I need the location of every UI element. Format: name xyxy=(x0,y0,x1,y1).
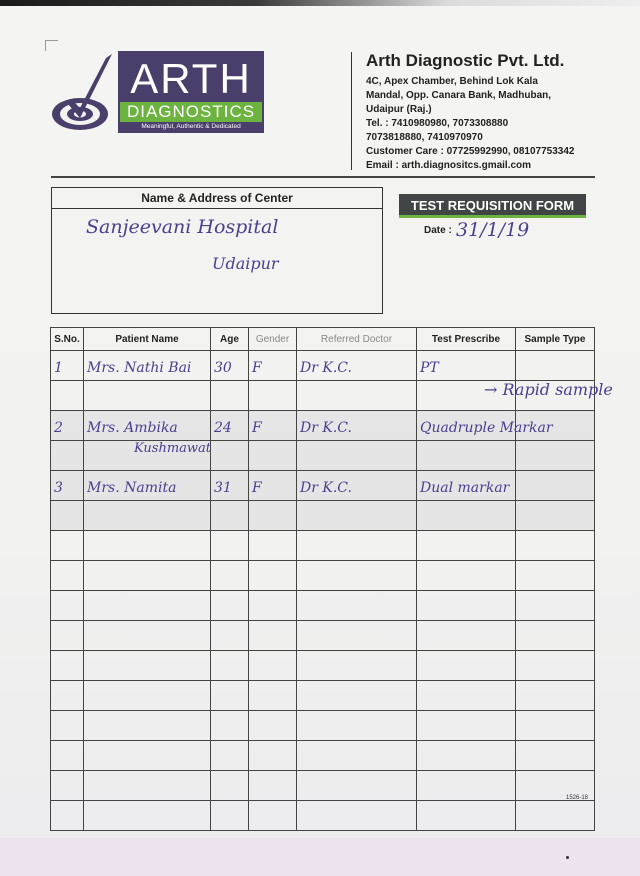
cell-text xyxy=(417,736,515,740)
table-body xyxy=(51,351,595,831)
header-gender: Gender xyxy=(249,328,297,351)
cell-text xyxy=(84,706,210,710)
cell-text xyxy=(84,586,210,590)
cell-text xyxy=(211,616,248,620)
logo-sub: DIAGNOSTICS xyxy=(120,102,262,122)
cell-text xyxy=(249,616,296,620)
table-row xyxy=(51,681,595,711)
cell-text xyxy=(51,616,83,620)
cell-sample-type xyxy=(516,681,595,711)
cell-text xyxy=(516,466,594,470)
cell-referred-doctor xyxy=(297,771,417,801)
cell-text xyxy=(249,826,296,830)
cell-text: 31 xyxy=(214,480,232,496)
cell-text xyxy=(84,466,210,470)
cell-patient-name xyxy=(84,741,211,771)
company-info xyxy=(366,51,575,173)
cell-age xyxy=(211,561,249,591)
cell-sno xyxy=(51,711,84,741)
header-rule xyxy=(51,176,595,178)
cell-text xyxy=(297,646,416,650)
cell-text xyxy=(297,586,416,590)
cell-test-prescribe xyxy=(417,771,516,801)
cell-patient-name xyxy=(84,801,211,831)
cell-text xyxy=(51,706,83,710)
table-row xyxy=(51,651,595,681)
cell-patient-name xyxy=(84,531,211,561)
cell-text xyxy=(417,556,515,560)
cell-gender xyxy=(249,501,297,531)
cell-sample-type xyxy=(516,501,595,531)
cell-age xyxy=(211,771,249,801)
cell-text xyxy=(211,826,248,830)
test-requisition-table xyxy=(50,327,595,831)
cell-text xyxy=(211,646,248,650)
cell-text xyxy=(297,826,416,830)
cell-sno xyxy=(51,681,84,711)
cell-referred-doctor xyxy=(297,531,417,561)
cell-text xyxy=(417,616,515,620)
cell-text: Quadruple Markar xyxy=(420,420,553,436)
cell-sample-type xyxy=(516,561,595,591)
cell-text: Mrs. Namita xyxy=(87,480,177,496)
cell-patient-name xyxy=(84,681,211,711)
cell-referred-doctor xyxy=(297,381,417,411)
cell-patient-name xyxy=(84,561,211,591)
cell-test-prescribe xyxy=(417,561,516,591)
cell-referred-doctor xyxy=(297,411,417,441)
cell-text: F xyxy=(252,480,262,496)
cell-text: 3 xyxy=(54,480,63,496)
table-row xyxy=(51,561,595,591)
cell-gender xyxy=(249,441,297,471)
cell-age xyxy=(211,501,249,531)
scan-bottom-strip xyxy=(0,838,640,876)
cell-sno xyxy=(51,471,84,501)
cell-text xyxy=(417,646,515,650)
cell-text: 30 xyxy=(214,360,232,376)
cell-text xyxy=(211,766,248,770)
logo-tagline: Meaningful, Authentic & Dedicated xyxy=(141,123,241,130)
cell-age xyxy=(211,651,249,681)
cell-text xyxy=(516,586,594,590)
cell-text: Mrs. Nathi Bai xyxy=(87,360,192,376)
cell-text xyxy=(516,706,594,710)
cell-referred-doctor xyxy=(297,471,417,501)
address-line: Udaipur (Raj.) xyxy=(366,104,432,115)
cell-text xyxy=(249,796,296,800)
cell-text: Dr K.C. xyxy=(300,420,352,436)
header-age: Age xyxy=(211,328,249,351)
cell-text xyxy=(84,766,210,770)
table-row xyxy=(51,501,595,531)
cell-gender xyxy=(249,531,297,561)
date-label: Date : xyxy=(424,225,452,236)
cell-text xyxy=(417,796,515,800)
cell-text xyxy=(211,706,248,710)
cell-text xyxy=(84,736,210,740)
table-row xyxy=(51,441,595,471)
cell-age xyxy=(211,441,249,471)
cell-test-prescribe xyxy=(417,801,516,831)
cell-text xyxy=(211,556,248,560)
cell-sno xyxy=(51,651,84,681)
cell-text: F xyxy=(252,420,262,436)
cell-text xyxy=(516,526,594,530)
cell-text xyxy=(297,676,416,680)
cell-text xyxy=(211,676,248,680)
header-sno: S.No. xyxy=(51,328,84,351)
cell-test-prescribe xyxy=(417,741,516,771)
cell-gender xyxy=(249,411,297,441)
cell-text xyxy=(211,466,248,470)
cell-text xyxy=(51,766,83,770)
cell-test-prescribe xyxy=(417,501,516,531)
cell-text xyxy=(297,796,416,800)
cell-gender xyxy=(249,771,297,801)
header-sample-type: Sample Type xyxy=(516,328,595,351)
cell-test-prescribe xyxy=(417,471,516,501)
cell-gender xyxy=(249,801,297,831)
cell-test-prescribe xyxy=(417,621,516,651)
center-city: Udaipur xyxy=(212,254,279,273)
cell-text xyxy=(297,706,416,710)
cell-sno xyxy=(51,441,84,471)
cell-sample-type xyxy=(516,591,595,621)
cell-text xyxy=(51,646,83,650)
cell-sno xyxy=(51,351,84,381)
cell-text xyxy=(211,586,248,590)
company-name: Arth Diagnostic Pvt. Ltd. xyxy=(366,51,565,70)
cell-age xyxy=(211,531,249,561)
cell-gender xyxy=(249,591,297,621)
cell-gender xyxy=(249,651,297,681)
center-heading: Name & Address of Center xyxy=(52,188,382,209)
cell-referred-doctor xyxy=(297,801,417,831)
cell-sno xyxy=(51,561,84,591)
cell-text xyxy=(51,586,83,590)
table-row xyxy=(51,351,595,381)
cell-text xyxy=(84,556,210,560)
cell-sample-type xyxy=(516,351,595,381)
cell-text xyxy=(516,826,594,830)
email-line: Email : arth.diagnositcs.gmail.com xyxy=(366,160,532,171)
cell-gender xyxy=(249,561,297,591)
cell-sno xyxy=(51,741,84,771)
cell-text xyxy=(297,616,416,620)
cell-text xyxy=(516,556,594,560)
cell-patient-name xyxy=(84,381,211,411)
cell-text xyxy=(516,736,594,740)
cell-text xyxy=(249,556,296,560)
phone-line: Tel. : 7410980980, 7073308880 xyxy=(366,118,509,129)
cell-text: 1 xyxy=(54,360,63,376)
cell-test-prescribe xyxy=(417,681,516,711)
cell-sno xyxy=(51,411,84,441)
cell-text: Mrs. Ambika xyxy=(87,420,178,436)
cell-sno xyxy=(51,801,84,831)
table-row xyxy=(51,411,595,441)
cell-text xyxy=(84,406,210,410)
cell-text xyxy=(417,676,515,680)
cell-age xyxy=(211,471,249,501)
form-code: 1526-18 xyxy=(566,795,589,801)
cell-text xyxy=(516,646,594,650)
cell-text xyxy=(84,646,210,650)
scan-speck xyxy=(566,856,569,859)
header-test-prescribe: Test Prescribe xyxy=(417,328,516,351)
table-row xyxy=(51,531,595,561)
cell-text xyxy=(249,676,296,680)
cell-text xyxy=(297,526,416,530)
cell-referred-doctor xyxy=(297,621,417,651)
cell-gender xyxy=(249,711,297,741)
cell-patient-name xyxy=(84,411,211,441)
cell-age xyxy=(211,621,249,651)
cell-test-prescribe xyxy=(417,531,516,561)
cell-gender xyxy=(249,381,297,411)
table-row xyxy=(51,591,595,621)
cell-referred-doctor xyxy=(297,501,417,531)
cell-text xyxy=(51,736,83,740)
cell-text: 2 xyxy=(54,420,63,436)
cell-test-prescribe xyxy=(417,351,516,381)
header-divider xyxy=(351,52,352,170)
cell-text xyxy=(297,466,416,470)
cell-text xyxy=(211,796,248,800)
address-line: Mandal, Opp. Canara Bank, Madhuban, xyxy=(366,90,552,101)
cell-patient-name xyxy=(84,471,211,501)
cell-text xyxy=(51,796,83,800)
cell-referred-doctor xyxy=(297,591,417,621)
cell-patient-name xyxy=(84,711,211,741)
cell-test-prescribe xyxy=(417,441,516,471)
cell-referred-doctor xyxy=(297,651,417,681)
cell-text xyxy=(516,766,594,770)
cell-text xyxy=(84,616,210,620)
cell-text xyxy=(297,406,416,410)
address-line: 4C, Apex Chamber, Behind Lok Kala xyxy=(366,76,538,87)
cell-text xyxy=(249,766,296,770)
cell-age xyxy=(211,741,249,771)
table-row xyxy=(51,711,595,741)
cell-sample-type xyxy=(516,471,595,501)
form-title: TEST REQUISITION FORM xyxy=(399,194,586,218)
cell-sno xyxy=(51,591,84,621)
cell-text xyxy=(249,526,296,530)
cell-text: Dr K.C. xyxy=(300,480,352,496)
cell-text xyxy=(51,556,83,560)
cell-text xyxy=(84,796,210,800)
cell-text xyxy=(51,466,83,470)
cell-text xyxy=(249,586,296,590)
cell-patient-name xyxy=(84,621,211,651)
cell-text xyxy=(249,736,296,740)
cell-text: 24 xyxy=(214,420,232,436)
logo-target-check-icon xyxy=(50,52,114,134)
cell-patient-name xyxy=(84,501,211,531)
cell-text xyxy=(51,826,83,830)
cell-age xyxy=(211,681,249,711)
cell-test-prescribe xyxy=(417,591,516,621)
table-row xyxy=(51,471,595,501)
cell-text xyxy=(84,526,210,530)
cell-text xyxy=(51,676,83,680)
cell-age xyxy=(211,711,249,741)
logo-box xyxy=(118,51,264,133)
cell-text xyxy=(249,706,296,710)
cell-text xyxy=(516,616,594,620)
cell-test-prescribe xyxy=(417,711,516,741)
cell-referred-doctor xyxy=(297,681,417,711)
cell-referred-doctor xyxy=(297,561,417,591)
cell-text xyxy=(417,526,515,530)
cell-text xyxy=(84,676,210,680)
cell-text xyxy=(516,406,594,410)
cell-text xyxy=(417,706,515,710)
cell-text xyxy=(417,406,515,410)
cell-sno xyxy=(51,531,84,561)
cell-sample-type xyxy=(516,711,595,741)
sample-note: → Rapid sample xyxy=(484,380,613,399)
phone-line: 7073818880, 7410970970 xyxy=(366,132,483,143)
cell-sno xyxy=(51,501,84,531)
cell-text xyxy=(249,466,296,470)
cell-text xyxy=(51,406,83,410)
cell-sample-type xyxy=(516,741,595,771)
cell-text xyxy=(249,646,296,650)
cell-sno xyxy=(51,621,84,651)
cell-patient-name xyxy=(84,651,211,681)
cell-text xyxy=(297,736,416,740)
cell-gender xyxy=(249,471,297,501)
cell-gender xyxy=(249,621,297,651)
cell-text xyxy=(297,556,416,560)
center-name: Sanjeevani Hospital xyxy=(86,216,279,238)
cell-text xyxy=(211,406,248,410)
cell-patient-name xyxy=(84,351,211,381)
cell-text xyxy=(211,736,248,740)
scan-top-edge xyxy=(0,0,640,6)
table-row xyxy=(51,741,595,771)
cell-patient-name xyxy=(84,771,211,801)
cell-gender xyxy=(249,681,297,711)
cell-text: F xyxy=(252,360,262,376)
cell-text xyxy=(51,526,83,530)
cell-sample-type xyxy=(516,651,595,681)
cell-sno xyxy=(51,771,84,801)
cell-text: PT xyxy=(420,360,439,376)
table-header-row xyxy=(51,328,595,351)
cell-text xyxy=(516,676,594,680)
cell-sno xyxy=(51,381,84,411)
cell-gender xyxy=(249,351,297,381)
cell-text xyxy=(516,496,594,500)
cell-text xyxy=(417,826,515,830)
header-patient-name: Patient Name xyxy=(84,328,211,351)
cell-age xyxy=(211,351,249,381)
cell-text: Dual markar xyxy=(420,480,510,496)
cell-referred-doctor xyxy=(297,711,417,741)
cell-text xyxy=(211,526,248,530)
cell-text: Dr K.C. xyxy=(300,360,352,376)
patient-name-continuation: Kushmawat xyxy=(134,441,212,456)
staple-mark xyxy=(45,40,58,51)
cell-referred-doctor xyxy=(297,441,417,471)
cell-referred-doctor xyxy=(297,741,417,771)
cell-test-prescribe xyxy=(417,651,516,681)
table-row xyxy=(51,801,595,831)
cell-text xyxy=(516,436,594,440)
cell-text xyxy=(417,586,515,590)
cell-sample-type xyxy=(516,801,595,831)
cell-text xyxy=(417,466,515,470)
cell-age xyxy=(211,411,249,441)
cell-sample-type xyxy=(516,441,595,471)
cell-sample-type xyxy=(516,531,595,561)
logo-brand: ARTH xyxy=(130,55,252,102)
cell-age xyxy=(211,591,249,621)
date-value: 31/1/19 xyxy=(456,219,530,241)
table-row xyxy=(51,621,595,651)
cell-test-prescribe xyxy=(417,411,553,441)
customer-care: Customer Care : 07725992990, 08107753342 xyxy=(366,146,575,157)
cell-age xyxy=(211,801,249,831)
cell-sample-type xyxy=(516,621,595,651)
cell-text xyxy=(417,766,515,770)
center-address-box xyxy=(51,187,383,314)
cell-age xyxy=(211,381,249,411)
table-row xyxy=(51,771,595,801)
cell-referred-doctor xyxy=(297,351,417,381)
cell-gender xyxy=(249,741,297,771)
cell-text xyxy=(84,826,210,830)
cell-patient-name xyxy=(84,591,211,621)
cell-text xyxy=(297,766,416,770)
header-referred-doctor: Referred Doctor xyxy=(297,328,417,351)
cell-text xyxy=(249,406,296,410)
